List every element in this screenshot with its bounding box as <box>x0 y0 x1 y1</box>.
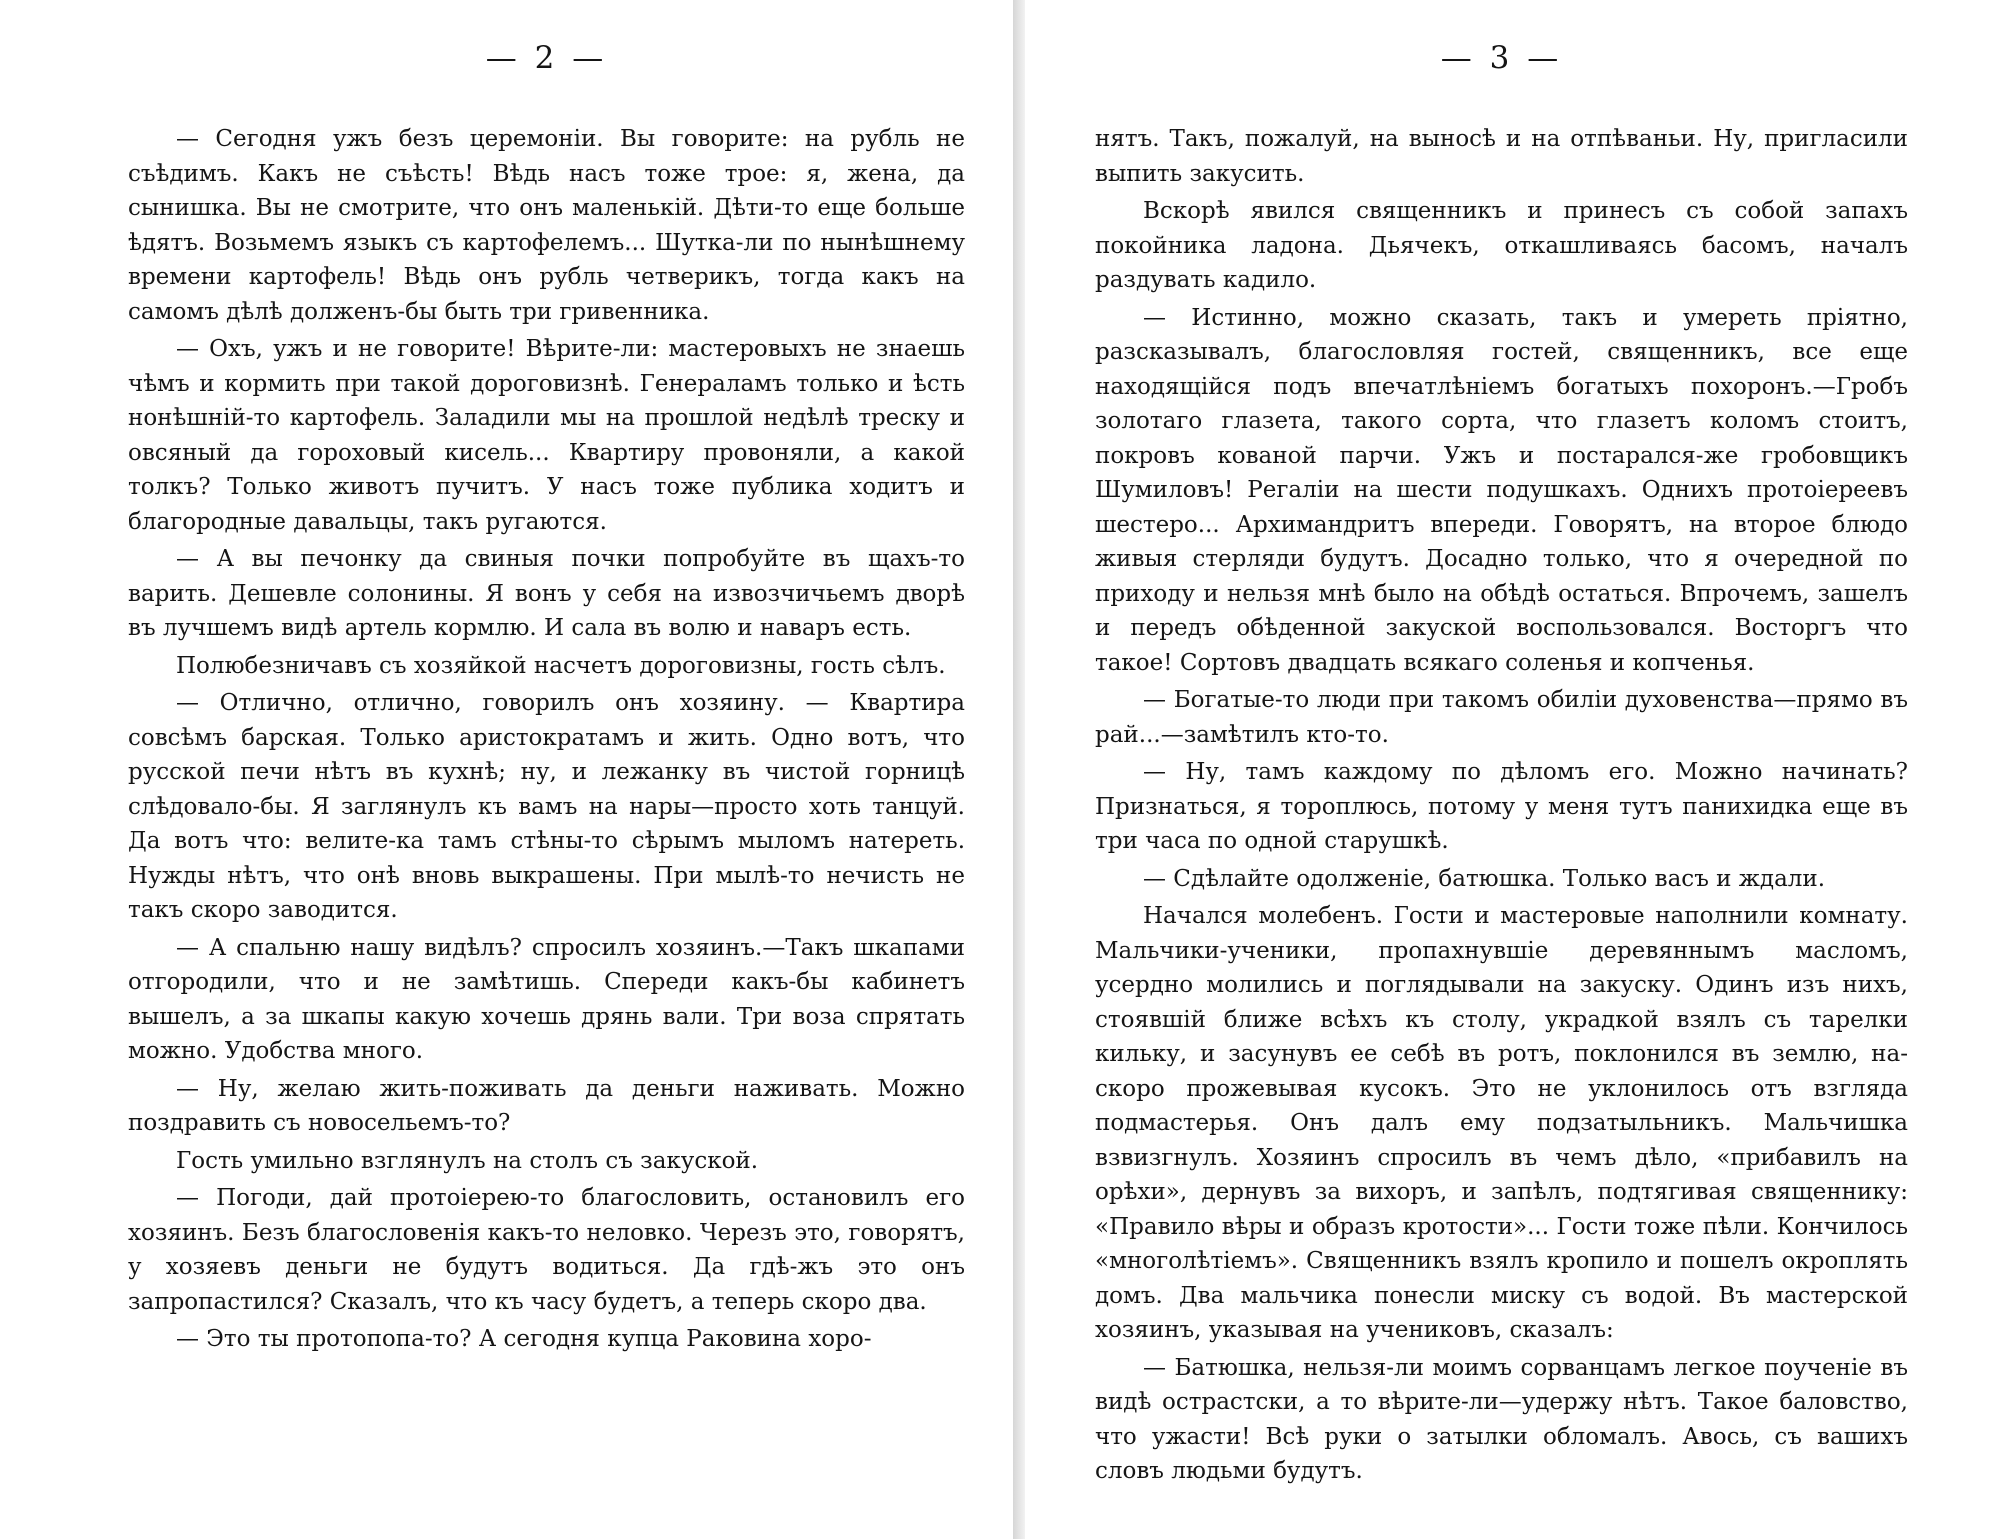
page-gutter <box>1013 0 1025 1539</box>
paragraph: Начался молебенъ. Гости и мастеровые наполнили комнату. Мальчики-ученики, пропахнувшіе деревяннымъ масломъ, усердно молились и поглядывали на закуску. Одинъ изъ нихъ, стоявшій ближе всѣхъ къ столу, украдкой взялъ съ тарелки кильку, и засунувъ ее себѣ въ ротъ, поклонился въ землю, на-скоро прожевывая кусокъ. Это не уклонилось отъ взгляда подмастерья. Онъ далъ ему подзатыльникъ. Мальчишка взвизгнулъ. Хозяинъ спросилъ въ чемъ дѣло, «прибавилъ на орѣхи», дернувъ за вихоръ, и запѣлъ, подтягивая священнику: «Правило вѣры и образъ кротости»... Гости тоже пѣли. Кончилось «многолѣтіемъ». Священникъ взялъ кропило и пошелъ окроплять домъ. Два мальчика понесли миску съ водой. Въ мастерской хозяинъ, указывая на учениковъ, сказалъ: <box>1095 903 1908 1343</box>
paragraph: — Истинно, можно сказать, такъ и умереть пріятно, разсказывалъ, благословляя гостей, священникъ, все еще находящійся подъ впечатлѣніемъ богатыхъ похоронъ.—Гробъ золотаго глазета, такого сорта, что глазетъ коломъ стоитъ, покровъ кованой парчи. Ужъ и постарался-же гробовщикъ Шумиловъ! Регаліи на шести подушкахъ. Однихъ протоіереевъ шестеро... Архимандритъ впереди. Говорятъ, на второе блюдо живыя стерляди будутъ. Досадно только, что я очередной по приходу и нельзя мнѣ было на обѣдѣ остаться. Впрочемъ, зашелъ и передъ обѣденной закуской воспользовался. Восторгъ что такое! Сортовъ двадцать всякаго соленья и копченья. <box>1095 304 1908 676</box>
paragraph: — Это ты протопопа-то? А сегодня купца Раковина хоро- <box>176 1326 872 1352</box>
paragraph: Вскорѣ явился священникъ и принесъ съ собой запахъ покойника ладона. Дьячекъ, откашливаясь басомъ, началъ раздувать кадило. <box>1095 198 1908 293</box>
paragraph: — Батюшка, нельзя-ли моимъ сорванцамъ легкое поученіе въ видѣ острастски, а то вѣрите-ли—удержу нѣтъ. Такое баловство, что ужасти! Всѣ руки о затылки обломалъ. Авось, съ вашихъ словъ людьми будутъ. <box>1095 1354 1908 1484</box>
page-number: — 2 — <box>485 40 608 76</box>
paragraph: — Сегодня ужъ безъ церемоніи. Вы говорите: на рубль не съѣдимъ. Какъ не съѣсть! Вѣдь насъ тоже трое: я, жена, да сынишка. Вы не смотрите, что онъ маленькій. Дѣти-то еще больше ѣдятъ. Возьмемъ языкъ съ картофелемъ... Шутка-ли по нынѣшнему времени картофель! Вѣдь онъ рубль четверикъ, тогда какъ на самомъ дѣлѣ долженъ-бы быть три гривенника. <box>128 126 965 325</box>
page-text <box>1095 122 1908 1489</box>
paragraph: — Сдѣлайте одолженіе, батюшка. Только васъ и ждали. <box>1143 865 1826 892</box>
page-text <box>128 122 965 1357</box>
paragraph: — А вы печонку да свиныя почки попробуйте въ щахъ-то варить. Дешевле солонины. Я вонъ у себя на извозчичьемъ дворѣ въ лучшемъ видѣ артель кормлю. И сала въ волю и наваръ есть. <box>128 546 965 641</box>
paragraph: — Ну, тамъ каждому по дѣломъ его. Можно начинать? Признаться, я тороплюсь, потому у меня тутъ панихидка еще въ три часа по одной старушкѣ. <box>1095 759 1908 854</box>
page-number: — 3 — <box>1440 40 1563 76</box>
paragraph: — А спальню нашу видѣлъ? спросилъ хозяинъ.—Такъ шкапами отгородили, что и не замѣтишь. Спереди какъ-бы кабинетъ вышелъ, а за шкапы какую хочешь дрянь вали. Три воза спрятать можно. Удобства много. <box>128 934 965 1064</box>
paragraph: — Отлично, отлично, говорилъ онъ хозяину. — Квартира совсѣмъ барская. Только аристократамъ и жить. Одно вотъ, что русской печи нѣтъ въ кухнѣ; ну, и лежанку въ чистой горницѣ слѣдовало-бы. Я заглянулъ къ вамъ на нары—просто хоть танцуй. Да вотъ что: велите-ка тамъ стѣны-то сѣрымъ мыломъ натереть. Нужды нѣтъ, что онѣ вновь выкрашены. При мылѣ-то нечисть не такъ скоро заводится. <box>128 690 965 923</box>
right-page <box>1025 0 2000 1539</box>
paragraph: — Ну, желаю жить-поживать да деньги наживать. Можно поздравить съ новосельемъ-то? <box>128 1075 965 1136</box>
paragraph: нятъ. Такъ, пожалуй, на выносѣ и на отпѣваньи. Ну, пригласили выпить закусить. <box>1095 126 1908 187</box>
paragraph: — Погоди, дай протоіерею-то благословить, остановилъ его хозяинъ. Безъ благословенія какъ-то неловко. Черезъ это, говорятъ, у хозяевъ деньги не будутъ водиться. Да гдѣ-жъ это онъ запропастился? Сказалъ, что къ часу будетъ, а теперь скоро два. <box>128 1185 965 1315</box>
paragraph: Гость умильно взглянулъ на столъ съ закуской. <box>176 1147 759 1174</box>
paragraph: — Охъ, ужъ и не говорите! Вѣрите-ли: мастеровыхъ не знаешь чѣмъ и кормить при такой дороговизнѣ. Генераламъ только и ѣсть нонѣшній-то картофель. Заладили мы на прошлой недѣлѣ треску и овсяный да гороховый кисель... Квартиру провоняли, а какой толкъ? Только животъ пучитъ. У насъ тоже публика ходитъ и благородные давальцы, такъ ругаются. <box>128 336 965 535</box>
paragraph: — Богатые-то люди при такомъ обиліи духовенства—прямо въ рай...—замѣтилъ кто-то. <box>1095 687 1908 748</box>
paragraph: Полюбезничавъ съ хозяйкой насчетъ дороговизны, гость сѣлъ. <box>176 652 946 679</box>
